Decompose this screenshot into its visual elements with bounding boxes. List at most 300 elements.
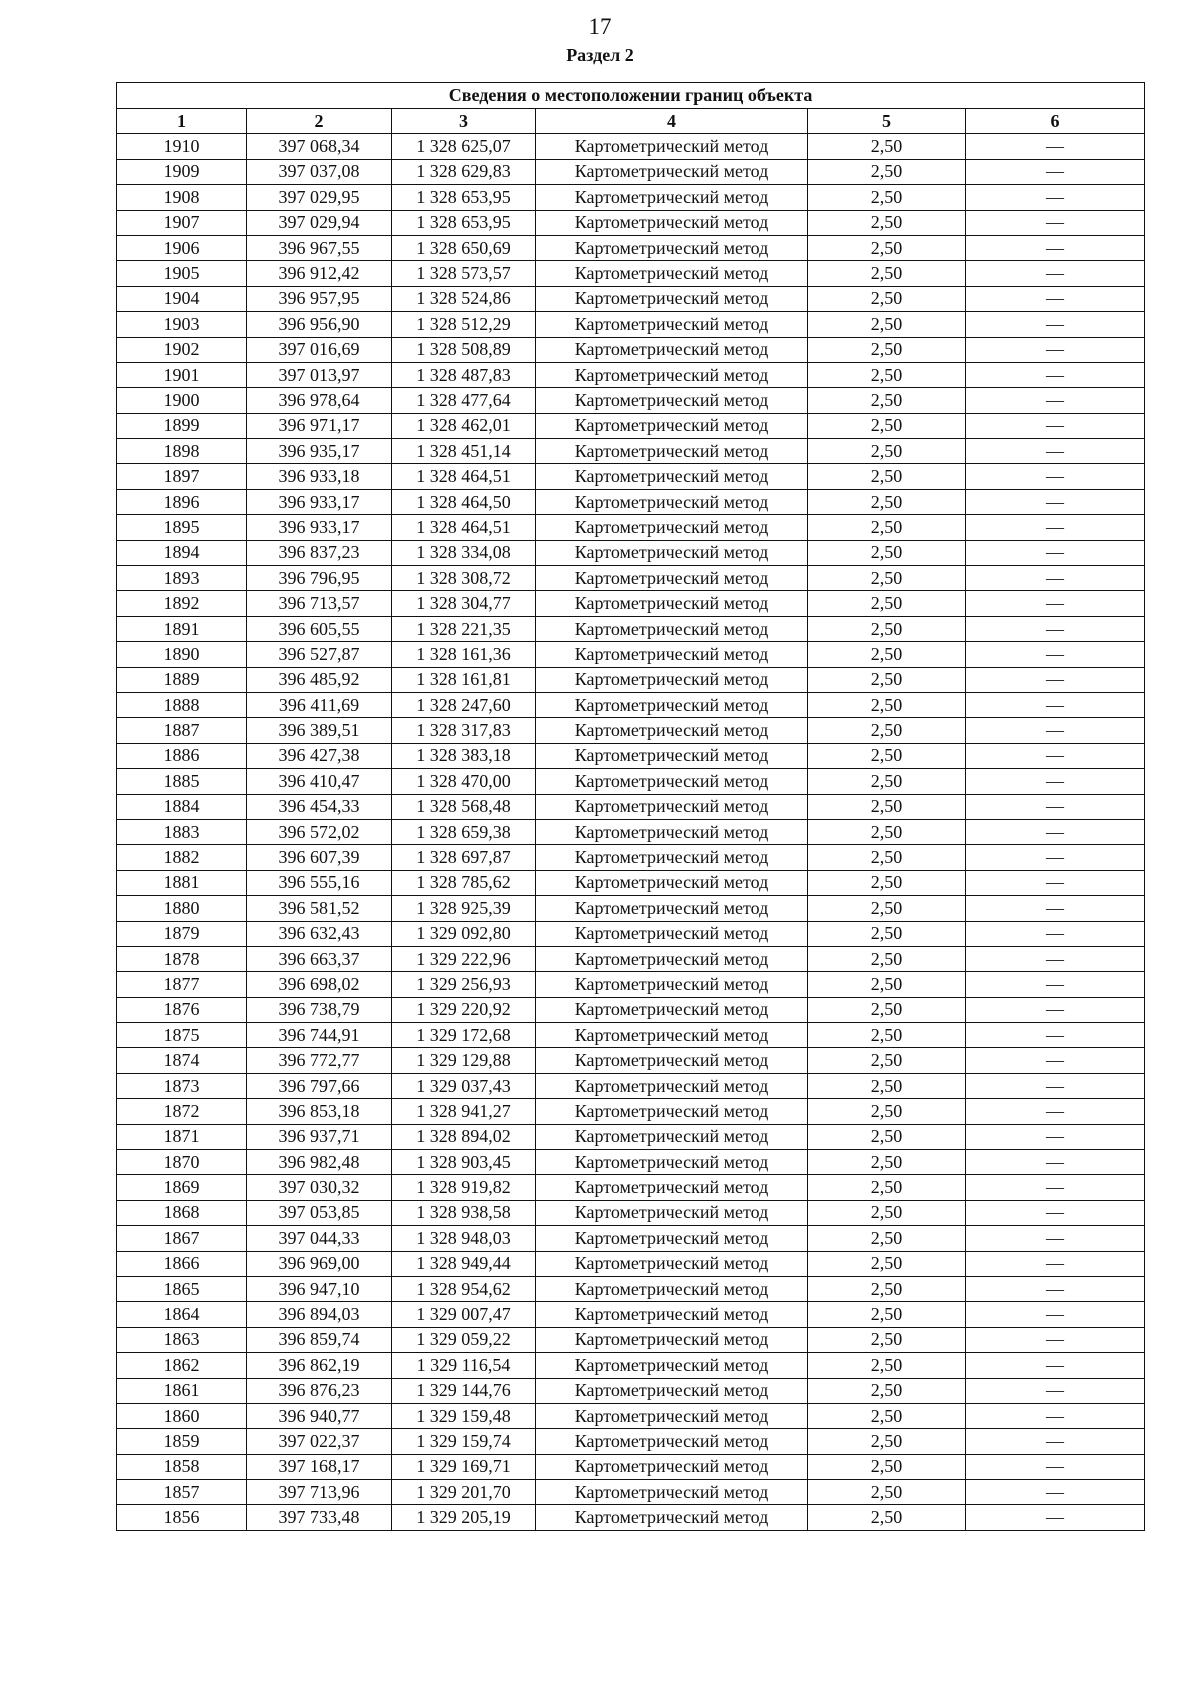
method-cell: Картометрический метод	[536, 1200, 808, 1225]
note-cell: —	[966, 1048, 1145, 1073]
note-cell: —	[966, 312, 1145, 337]
point-number-cell: 1866	[117, 1251, 247, 1276]
method-cell: Картометрический метод	[536, 566, 808, 591]
method-cell: Картометрический метод	[536, 1276, 808, 1301]
y-coordinate-cell: 1 329 201,70	[392, 1480, 536, 1505]
note-cell: —	[966, 413, 1145, 438]
table-row	[117, 1276, 1145, 1301]
point-number-cell: 1877	[117, 972, 247, 997]
accuracy-cell: 2,50	[808, 1454, 966, 1479]
note-cell: —	[966, 692, 1145, 717]
y-coordinate-cell: 1 329 037,43	[392, 1073, 536, 1098]
table-body	[117, 134, 1145, 1530]
method-cell: Картометрический метод	[536, 337, 808, 362]
table-row	[117, 1099, 1145, 1124]
method-cell: Картометрический метод	[536, 210, 808, 235]
x-coordinate-cell: 396 555,16	[247, 870, 392, 895]
x-coordinate-cell: 396 797,66	[247, 1073, 392, 1098]
y-coordinate-cell: 1 329 092,80	[392, 921, 536, 946]
table-row	[117, 515, 1145, 540]
accuracy-cell: 2,50	[808, 1403, 966, 1428]
x-coordinate-cell: 397 029,94	[247, 210, 392, 235]
table-row	[117, 1200, 1145, 1225]
table-row	[117, 591, 1145, 616]
note-cell: —	[966, 616, 1145, 641]
accuracy-cell: 2,50	[808, 1226, 966, 1251]
note-cell: —	[966, 134, 1145, 159]
table-row	[117, 1327, 1145, 1352]
y-coordinate-cell: 1 329 059,22	[392, 1327, 536, 1352]
y-coordinate-cell: 1 328 954,62	[392, 1276, 536, 1301]
y-coordinate-cell: 1 328 941,27	[392, 1099, 536, 1124]
x-coordinate-cell: 396 713,57	[247, 591, 392, 616]
point-number-cell: 1899	[117, 413, 247, 438]
accuracy-cell: 2,50	[808, 185, 966, 210]
page-number: 17	[588, 14, 612, 39]
accuracy-cell: 2,50	[808, 1099, 966, 1124]
y-coordinate-cell: 1 328 508,89	[392, 337, 536, 362]
table-row	[117, 642, 1145, 667]
table-row	[117, 718, 1145, 743]
point-number-cell: 1887	[117, 718, 247, 743]
y-coordinate-cell: 1 328 247,60	[392, 692, 536, 717]
table-row	[117, 794, 1145, 819]
y-coordinate-cell: 1 328 625,07	[392, 134, 536, 159]
note-cell: —	[966, 794, 1145, 819]
y-coordinate-cell: 1 329 116,54	[392, 1353, 536, 1378]
table-row	[117, 1403, 1145, 1428]
y-coordinate-cell: 1 328 462,01	[392, 413, 536, 438]
method-cell: Картометрический метод	[536, 972, 808, 997]
table-row	[117, 616, 1145, 641]
point-number-cell: 1905	[117, 261, 247, 286]
y-coordinate-cell: 1 329 007,47	[392, 1302, 536, 1327]
table-row	[117, 286, 1145, 311]
y-coordinate-cell: 1 328 308,72	[392, 566, 536, 591]
table-row	[117, 1251, 1145, 1276]
method-cell: Картометрический метод	[536, 439, 808, 464]
x-coordinate-cell: 396 967,55	[247, 235, 392, 260]
table-row	[117, 845, 1145, 870]
table-caption: Сведения о местоположении границ объекта	[117, 83, 1145, 109]
note-cell: —	[966, 819, 1145, 844]
y-coordinate-cell: 1 329 222,96	[392, 946, 536, 971]
table-row	[117, 1175, 1145, 1200]
y-coordinate-cell: 1 328 949,44	[392, 1251, 536, 1276]
method-cell: Картометрический метод	[536, 769, 808, 794]
note-cell: —	[966, 1454, 1145, 1479]
point-number-cell: 1865	[117, 1276, 247, 1301]
table-row	[117, 1302, 1145, 1327]
y-coordinate-cell: 1 328 659,38	[392, 819, 536, 844]
point-number-cell: 1898	[117, 439, 247, 464]
x-coordinate-cell: 397 029,95	[247, 185, 392, 210]
y-coordinate-cell: 1 328 568,48	[392, 794, 536, 819]
method-cell: Картометрический метод	[536, 1099, 808, 1124]
y-coordinate-cell: 1 329 159,48	[392, 1403, 536, 1428]
note-cell: —	[966, 1302, 1145, 1327]
accuracy-cell: 2,50	[808, 540, 966, 565]
point-number-cell: 1888	[117, 692, 247, 717]
note-cell: —	[966, 1353, 1145, 1378]
method-cell: Картометрический метод	[536, 1353, 808, 1378]
table-row	[117, 1429, 1145, 1454]
table-row	[117, 1378, 1145, 1403]
point-number-cell: 1907	[117, 210, 247, 235]
accuracy-cell: 2,50	[808, 794, 966, 819]
x-coordinate-cell: 396 389,51	[247, 718, 392, 743]
table-row	[117, 896, 1145, 921]
y-coordinate-cell: 1 328 785,62	[392, 870, 536, 895]
note-cell: —	[966, 1378, 1145, 1403]
accuracy-cell: 2,50	[808, 946, 966, 971]
method-cell: Картометрический метод	[536, 1505, 808, 1530]
accuracy-cell: 2,50	[808, 515, 966, 540]
y-coordinate-cell: 1 328 161,81	[392, 667, 536, 692]
point-number-cell: 1856	[117, 1505, 247, 1530]
y-coordinate-cell: 1 328 464,51	[392, 515, 536, 540]
y-coordinate-cell: 1 329 256,93	[392, 972, 536, 997]
note-cell: —	[966, 743, 1145, 768]
method-cell: Картометрический метод	[536, 362, 808, 387]
table-row	[117, 362, 1145, 387]
x-coordinate-cell: 396 738,79	[247, 997, 392, 1022]
method-cell: Картометрический метод	[536, 896, 808, 921]
x-coordinate-cell: 396 605,55	[247, 616, 392, 641]
note-cell: —	[966, 1327, 1145, 1352]
table-row	[117, 692, 1145, 717]
method-cell: Картометрический метод	[536, 1124, 808, 1149]
column-header: 1	[117, 109, 247, 134]
note-cell: —	[966, 439, 1145, 464]
method-cell: Картометрический метод	[536, 718, 808, 743]
method-cell: Картометрический метод	[536, 1073, 808, 1098]
note-cell: —	[966, 1403, 1145, 1428]
x-coordinate-cell: 396 581,52	[247, 896, 392, 921]
accuracy-cell: 2,50	[808, 1378, 966, 1403]
method-cell: Картометрический метод	[536, 261, 808, 286]
column-header: 6	[966, 109, 1145, 134]
x-coordinate-cell: 396 971,17	[247, 413, 392, 438]
table-row	[117, 489, 1145, 514]
method-cell: Картометрический метод	[536, 870, 808, 895]
note-cell: —	[966, 464, 1145, 489]
method-cell: Картометрический метод	[536, 1302, 808, 1327]
point-number-cell: 1860	[117, 1403, 247, 1428]
note-cell: —	[966, 540, 1145, 565]
x-coordinate-cell: 397 016,69	[247, 337, 392, 362]
x-coordinate-cell: 397 030,32	[247, 1175, 392, 1200]
accuracy-cell: 2,50	[808, 997, 966, 1022]
method-cell: Картометрический метод	[536, 515, 808, 540]
column-header: 3	[392, 109, 536, 134]
note-cell: —	[966, 362, 1145, 387]
note-cell: —	[966, 337, 1145, 362]
point-number-cell: 1869	[117, 1175, 247, 1200]
table-row	[117, 667, 1145, 692]
note-cell: —	[966, 591, 1145, 616]
note-cell: —	[966, 159, 1145, 184]
x-coordinate-cell: 396 862,19	[247, 1353, 392, 1378]
method-cell: Картометрический метод	[536, 159, 808, 184]
point-number-cell: 1868	[117, 1200, 247, 1225]
boundary-coordinates-table	[116, 82, 1145, 1531]
accuracy-cell: 2,50	[808, 464, 966, 489]
note-cell: —	[966, 1099, 1145, 1124]
accuracy-cell: 2,50	[808, 591, 966, 616]
note-cell: —	[966, 286, 1145, 311]
accuracy-cell: 2,50	[808, 819, 966, 844]
note-cell: —	[966, 1480, 1145, 1505]
note-cell: —	[966, 667, 1145, 692]
table-row	[117, 743, 1145, 768]
x-coordinate-cell: 396 772,77	[247, 1048, 392, 1073]
accuracy-cell: 2,50	[808, 718, 966, 743]
table-row	[117, 946, 1145, 971]
table-row	[117, 261, 1145, 286]
note-cell: —	[966, 1429, 1145, 1454]
note-cell: —	[966, 718, 1145, 743]
point-number-cell: 1885	[117, 769, 247, 794]
y-coordinate-cell: 1 328 524,86	[392, 286, 536, 311]
accuracy-cell: 2,50	[808, 1480, 966, 1505]
x-coordinate-cell: 396 632,43	[247, 921, 392, 946]
point-number-cell: 1909	[117, 159, 247, 184]
method-cell: Картометрический метод	[536, 1327, 808, 1352]
x-coordinate-cell: 396 410,47	[247, 769, 392, 794]
accuracy-cell: 2,50	[808, 286, 966, 311]
note-cell: —	[966, 896, 1145, 921]
accuracy-cell: 2,50	[808, 1302, 966, 1327]
accuracy-cell: 2,50	[808, 896, 966, 921]
accuracy-cell: 2,50	[808, 769, 966, 794]
y-coordinate-cell: 1 328 629,83	[392, 159, 536, 184]
y-coordinate-cell: 1 328 470,00	[392, 769, 536, 794]
x-coordinate-cell: 396 607,39	[247, 845, 392, 870]
table-row	[117, 210, 1145, 235]
point-number-cell: 1894	[117, 540, 247, 565]
note-cell: —	[966, 921, 1145, 946]
method-cell: Картометрический метод	[536, 692, 808, 717]
x-coordinate-cell: 396 933,17	[247, 515, 392, 540]
y-coordinate-cell: 1 328 383,18	[392, 743, 536, 768]
method-cell: Картометрический метод	[536, 591, 808, 616]
table-row	[117, 439, 1145, 464]
x-coordinate-cell: 397 022,37	[247, 1429, 392, 1454]
method-cell: Картометрический метод	[536, 388, 808, 413]
point-number-cell: 1882	[117, 845, 247, 870]
table-row	[117, 464, 1145, 489]
x-coordinate-cell: 397 713,96	[247, 1480, 392, 1505]
method-cell: Картометрический метод	[536, 642, 808, 667]
note-cell: —	[966, 870, 1145, 895]
accuracy-cell: 2,50	[808, 388, 966, 413]
y-coordinate-cell: 1 328 464,50	[392, 489, 536, 514]
y-coordinate-cell: 1 328 334,08	[392, 540, 536, 565]
y-coordinate-cell: 1 328 304,77	[392, 591, 536, 616]
y-coordinate-cell: 1 328 697,87	[392, 845, 536, 870]
accuracy-cell: 2,50	[808, 1200, 966, 1225]
x-coordinate-cell: 396 859,74	[247, 1327, 392, 1352]
point-number-cell: 1870	[117, 1150, 247, 1175]
y-coordinate-cell: 1 328 221,35	[392, 616, 536, 641]
note-cell: —	[966, 515, 1145, 540]
x-coordinate-cell: 396 796,95	[247, 566, 392, 591]
point-number-cell: 1910	[117, 134, 247, 159]
table-row	[117, 1073, 1145, 1098]
x-coordinate-cell: 397 037,08	[247, 159, 392, 184]
y-coordinate-cell: 1 328 903,45	[392, 1150, 536, 1175]
point-number-cell: 1863	[117, 1327, 247, 1352]
point-number-cell: 1906	[117, 235, 247, 260]
x-coordinate-cell: 396 933,18	[247, 464, 392, 489]
table-row	[117, 1048, 1145, 1073]
y-coordinate-cell: 1 328 925,39	[392, 896, 536, 921]
x-coordinate-cell: 396 411,69	[247, 692, 392, 717]
x-coordinate-cell: 396 978,64	[247, 388, 392, 413]
x-coordinate-cell: 396 853,18	[247, 1099, 392, 1124]
accuracy-cell: 2,50	[808, 972, 966, 997]
table-row	[117, 1480, 1145, 1505]
table-row	[117, 134, 1145, 159]
point-number-cell: 1858	[117, 1454, 247, 1479]
note-cell: —	[966, 566, 1145, 591]
accuracy-cell: 2,50	[808, 616, 966, 641]
accuracy-cell: 2,50	[808, 413, 966, 438]
method-cell: Картометрический метод	[536, 1378, 808, 1403]
x-coordinate-cell: 396 947,10	[247, 1276, 392, 1301]
accuracy-cell: 2,50	[808, 1150, 966, 1175]
point-number-cell: 1891	[117, 616, 247, 641]
x-coordinate-cell: 396 937,71	[247, 1124, 392, 1149]
point-number-cell: 1886	[117, 743, 247, 768]
method-cell: Картометрический метод	[536, 794, 808, 819]
note-cell: —	[966, 1251, 1145, 1276]
x-coordinate-cell: 396 957,95	[247, 286, 392, 311]
point-number-cell: 1881	[117, 870, 247, 895]
method-cell: Картометрический метод	[536, 540, 808, 565]
accuracy-cell: 2,50	[808, 210, 966, 235]
point-number-cell: 1883	[117, 819, 247, 844]
note-cell: —	[966, 972, 1145, 997]
note-cell: —	[966, 1276, 1145, 1301]
table-row	[117, 312, 1145, 337]
y-coordinate-cell: 1 328 653,95	[392, 185, 536, 210]
y-coordinate-cell: 1 328 919,82	[392, 1175, 536, 1200]
point-number-cell: 1890	[117, 642, 247, 667]
method-cell: Картометрический метод	[536, 921, 808, 946]
note-cell: —	[966, 1124, 1145, 1149]
accuracy-cell: 2,50	[808, 845, 966, 870]
accuracy-cell: 2,50	[808, 1251, 966, 1276]
point-number-cell: 1876	[117, 997, 247, 1022]
table-row	[117, 413, 1145, 438]
accuracy-cell: 2,50	[808, 667, 966, 692]
table-row	[117, 540, 1145, 565]
x-coordinate-cell: 396 894,03	[247, 1302, 392, 1327]
accuracy-cell: 2,50	[808, 1124, 966, 1149]
y-coordinate-cell: 1 328 464,51	[392, 464, 536, 489]
y-coordinate-cell: 1 329 205,19	[392, 1505, 536, 1530]
accuracy-cell: 2,50	[808, 489, 966, 514]
point-number-cell: 1873	[117, 1073, 247, 1098]
method-cell: Картометрический метод	[536, 667, 808, 692]
x-coordinate-cell: 396 744,91	[247, 1023, 392, 1048]
point-number-cell: 1892	[117, 591, 247, 616]
note-cell: —	[966, 1505, 1145, 1530]
table-row	[117, 235, 1145, 260]
method-cell: Картометрический метод	[536, 743, 808, 768]
method-cell: Картометрический метод	[536, 1048, 808, 1073]
point-number-cell: 1884	[117, 794, 247, 819]
point-number-cell: 1862	[117, 1353, 247, 1378]
point-number-cell: 1861	[117, 1378, 247, 1403]
accuracy-cell: 2,50	[808, 362, 966, 387]
x-coordinate-cell: 397 013,97	[247, 362, 392, 387]
method-cell: Картометрический метод	[536, 1251, 808, 1276]
point-number-cell: 1879	[117, 921, 247, 946]
table-row	[117, 997, 1145, 1022]
table-row	[117, 1124, 1145, 1149]
table-row	[117, 972, 1145, 997]
point-number-cell: 1880	[117, 896, 247, 921]
table-row	[117, 159, 1145, 184]
note-cell: —	[966, 261, 1145, 286]
method-cell: Картометрический метод	[536, 1429, 808, 1454]
accuracy-cell: 2,50	[808, 743, 966, 768]
x-coordinate-cell: 396 876,23	[247, 1378, 392, 1403]
y-coordinate-cell: 1 329 129,88	[392, 1048, 536, 1073]
point-number-cell: 1900	[117, 388, 247, 413]
table-row	[117, 1226, 1145, 1251]
y-coordinate-cell: 1 329 144,76	[392, 1378, 536, 1403]
y-coordinate-cell: 1 328 512,29	[392, 312, 536, 337]
point-number-cell: 1857	[117, 1480, 247, 1505]
point-number-cell: 1902	[117, 337, 247, 362]
x-coordinate-cell: 396 933,17	[247, 489, 392, 514]
point-number-cell: 1867	[117, 1226, 247, 1251]
x-coordinate-cell: 396 527,87	[247, 642, 392, 667]
x-coordinate-cell: 396 572,02	[247, 819, 392, 844]
table-row	[117, 1353, 1145, 1378]
x-coordinate-cell: 396 485,92	[247, 667, 392, 692]
note-cell: —	[966, 845, 1145, 870]
point-number-cell: 1878	[117, 946, 247, 971]
table-row	[117, 388, 1145, 413]
accuracy-cell: 2,50	[808, 1048, 966, 1073]
method-cell: Картометрический метод	[536, 1023, 808, 1048]
x-coordinate-cell: 396 837,23	[247, 540, 392, 565]
x-coordinate-cell: 397 168,17	[247, 1454, 392, 1479]
x-coordinate-cell: 396 698,02	[247, 972, 392, 997]
y-coordinate-cell: 1 328 317,83	[392, 718, 536, 743]
accuracy-cell: 2,50	[808, 312, 966, 337]
method-cell: Картометрический метод	[536, 819, 808, 844]
accuracy-cell: 2,50	[808, 235, 966, 260]
x-coordinate-cell: 396 969,00	[247, 1251, 392, 1276]
x-coordinate-cell: 396 912,42	[247, 261, 392, 286]
x-coordinate-cell: 396 940,77	[247, 1403, 392, 1428]
section-title: Раздел 2	[566, 45, 634, 65]
point-number-cell: 1874	[117, 1048, 247, 1073]
point-number-cell: 1872	[117, 1099, 247, 1124]
accuracy-cell: 2,50	[808, 1429, 966, 1454]
table-row	[117, 1150, 1145, 1175]
method-cell: Картометрический метод	[536, 489, 808, 514]
accuracy-cell: 2,50	[808, 261, 966, 286]
y-coordinate-cell: 1 328 573,57	[392, 261, 536, 286]
x-coordinate-cell: 396 663,37	[247, 946, 392, 971]
